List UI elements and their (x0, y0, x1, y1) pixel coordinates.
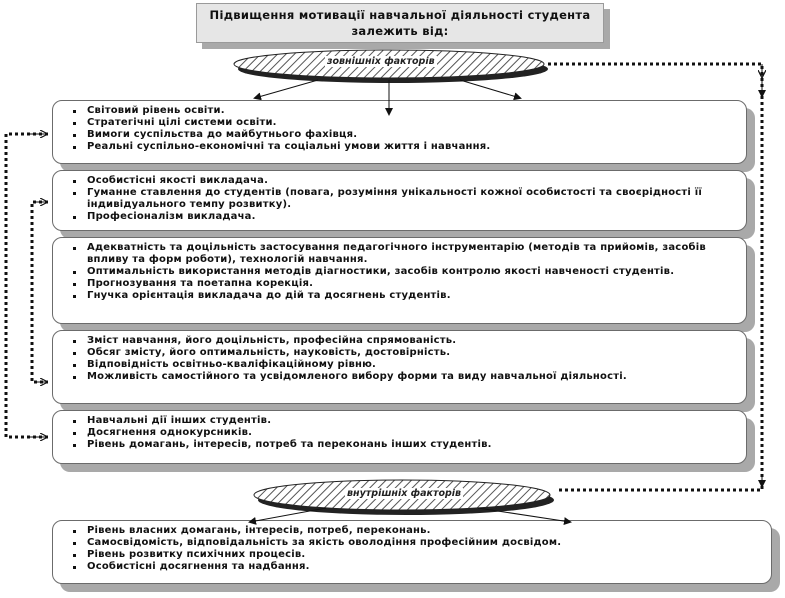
diagram-title: Підвищення мотивації навчальної діяльності студента залежить від: (196, 3, 604, 43)
list-item: Досягнення однокурсників. (73, 427, 736, 439)
list-item: Світовий рівень освіти. (73, 105, 736, 117)
list-item: Навчальні дії інших студентів. (73, 415, 736, 427)
list-item: Зміст навчання, його доцільність, професійна спрямованість. (73, 335, 736, 347)
list-item: Рівень власних домагань, інтересів, потреб, переконань. (73, 525, 761, 537)
list-item: Прогнозування та поетапна корекція. (73, 278, 736, 290)
internal-factors-label: внутрішніх факторів (347, 488, 462, 499)
list-item: Гуманне ставлення до студентів (повага, розуміння унікальності кожної особистості та своєрідності її індивідуального темпу розвитку). (73, 187, 736, 211)
list-item: Можливість самостійного та усвідомленого вибору форми та виду навчальної діяльності. (73, 371, 736, 383)
dotted-connector-left-inner (32, 202, 48, 382)
list-item: Самосвідомість, відповідальність за якість оволодіння професійним досвідом. (73, 537, 761, 549)
list-item: Рівень домагань, інтересів, потреб та переконань інших студентів. (73, 439, 736, 451)
list-item: Адекватність та доцільність застосування педагогічного інструментарію (методів та прийомів, засобів впливу та форм роботи), технологій навчання. (73, 242, 736, 266)
list-item: Оптимальність використання методів діагностики, засобів контролю якості навченості студентів. (73, 266, 736, 278)
list-item: Відповідність освітньо-кваліфікаційному рівню. (73, 359, 736, 371)
dotted-connector-left-outer (6, 134, 48, 437)
list-item: Рівень розвитку психічних процесів. (73, 549, 761, 561)
list-item: Вимоги суспільства до майбутнього фахівця. (73, 129, 736, 141)
list-item: Особистісні якості викладача. (73, 175, 736, 187)
list-item: Обсяг змісту, його оптимальність, науковість, достовірність. (73, 347, 736, 359)
list-item: Гнучка орієнтація викладача до дій та досягнень студентів. (73, 290, 736, 302)
dotted-connector-right (548, 64, 762, 490)
list-item: Особистісні досягнення та надбання. (73, 561, 761, 573)
list-item: Професіоналізм викладача. (73, 211, 736, 223)
external-factors-label: зовнішніх факторів (327, 56, 435, 67)
list-item: Стратегічні цілі системи освіти. (73, 117, 736, 129)
list-item: Реальні суспільно-економічні та соціальні умови життя і навчання. (73, 141, 736, 153)
